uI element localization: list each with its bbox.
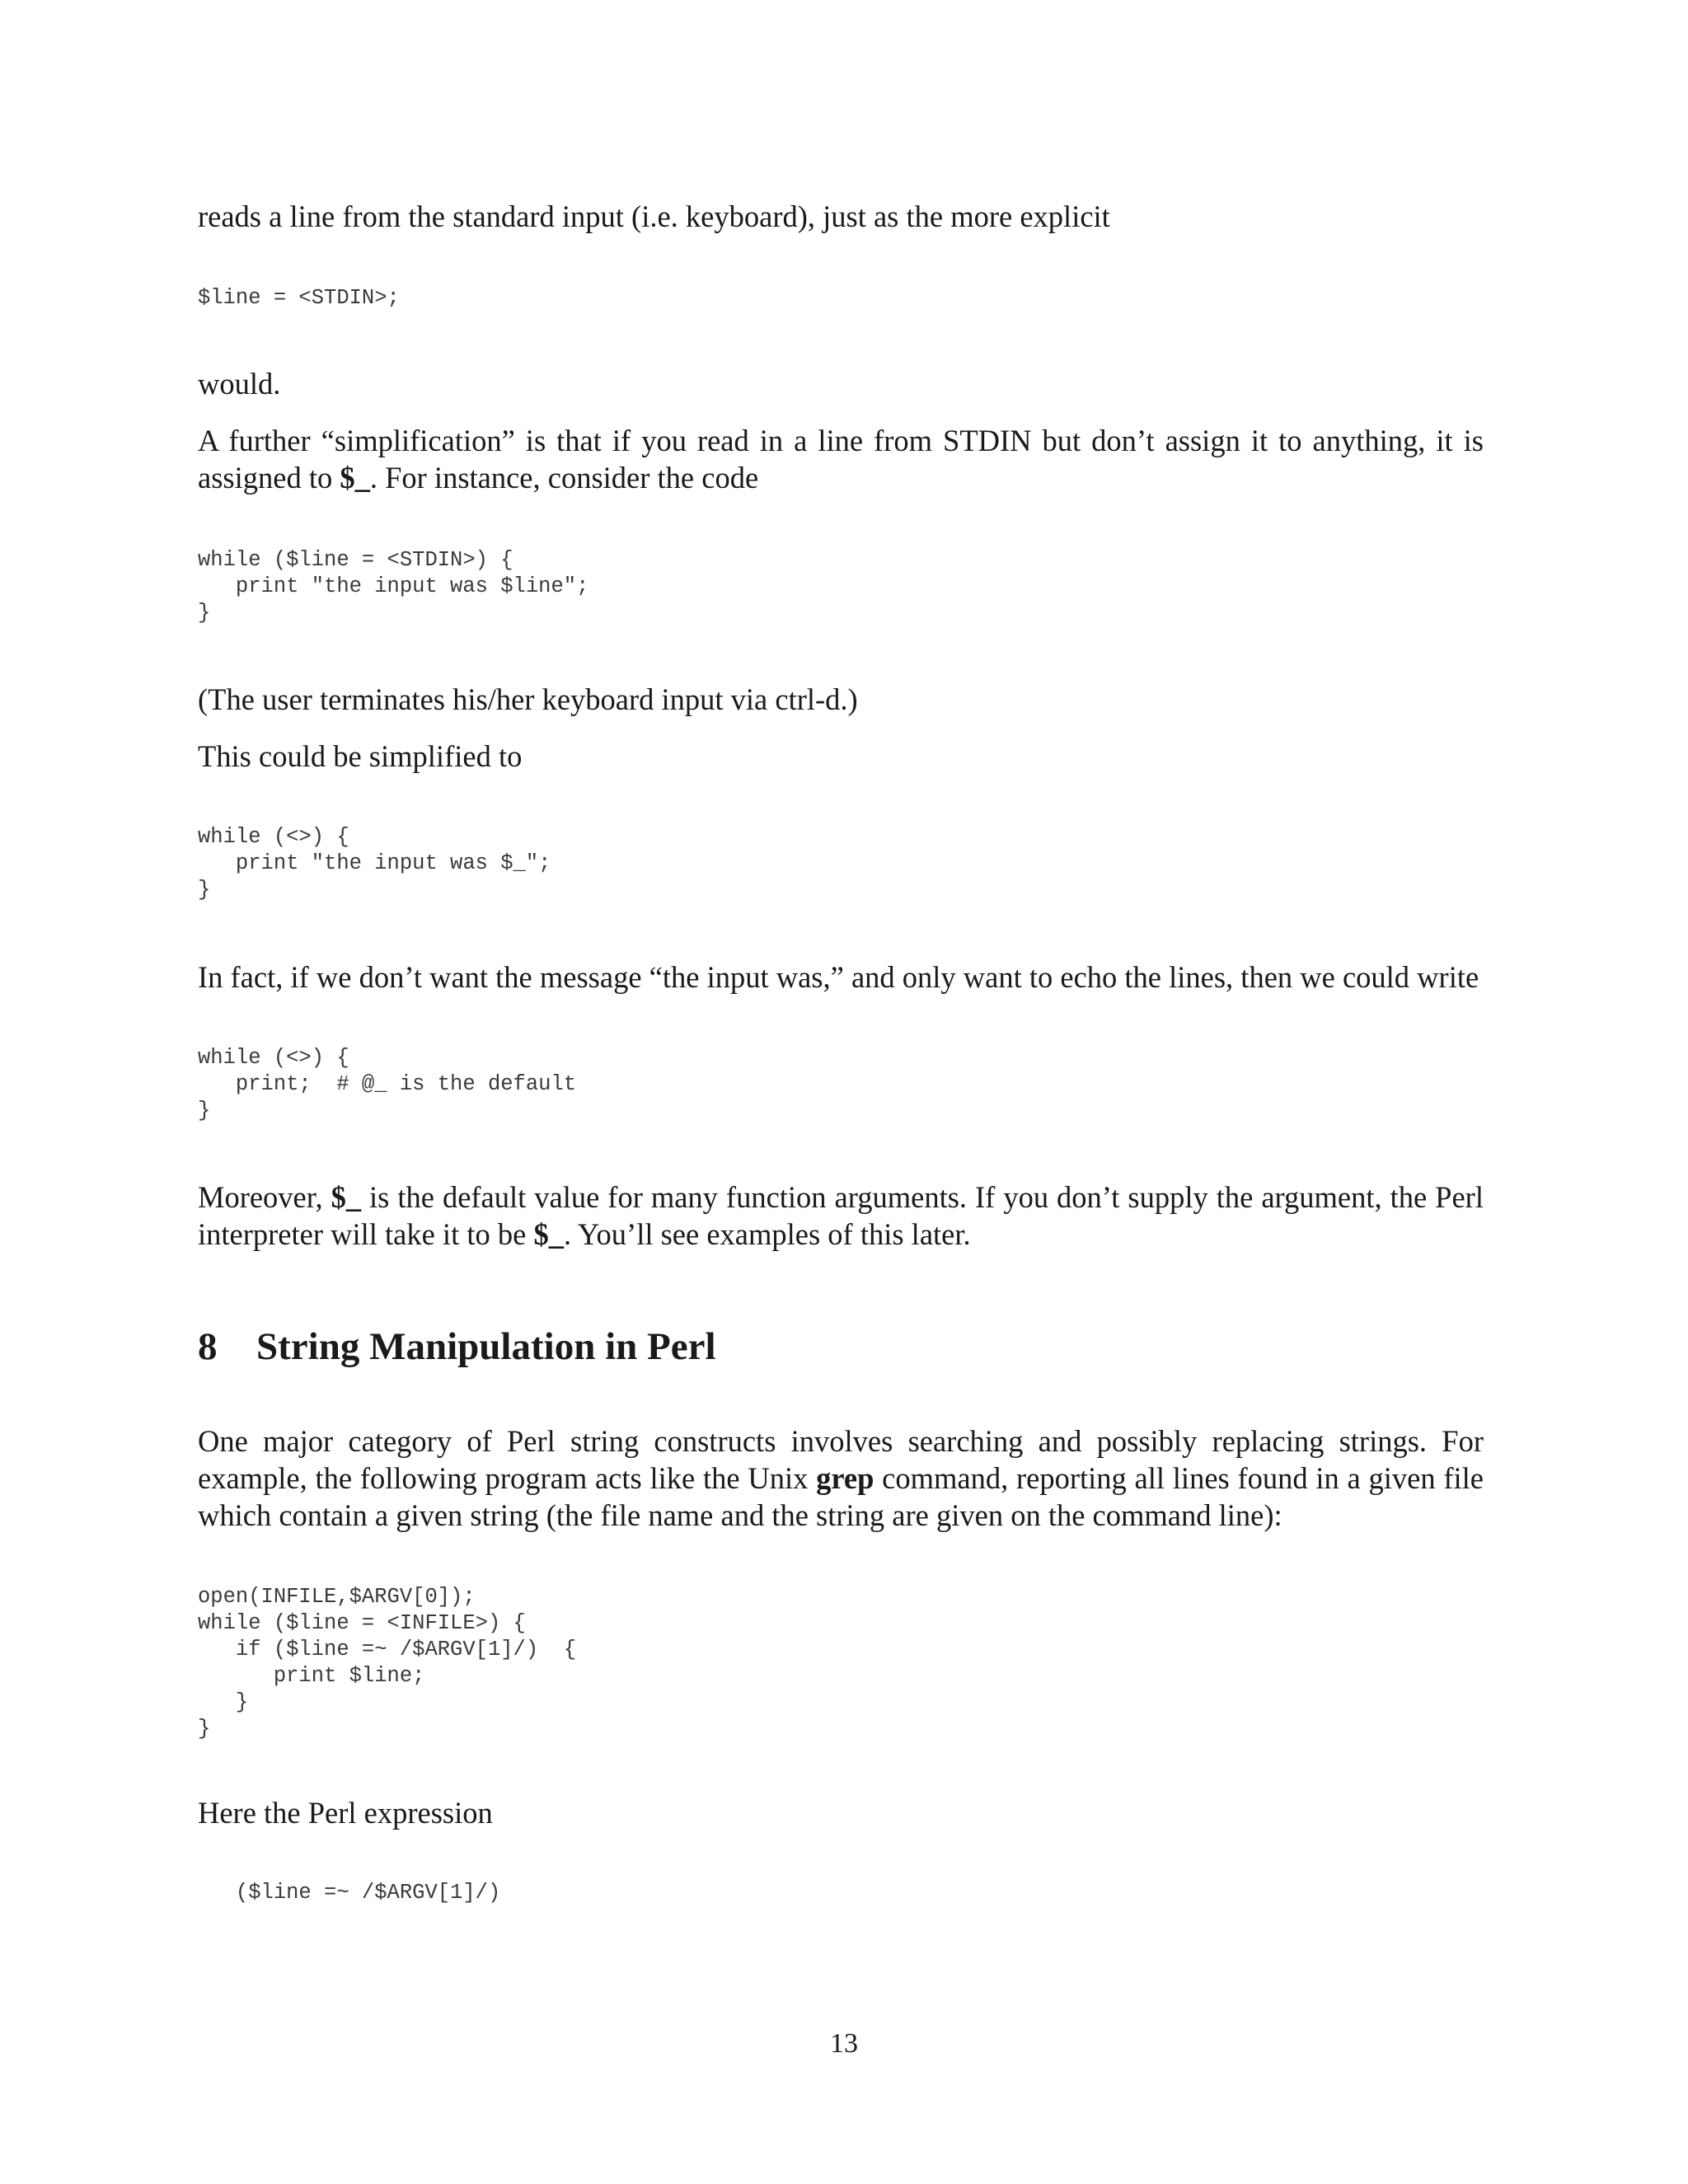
- section-heading: [198, 1324, 1484, 1370]
- perl-variable: $_: [340, 461, 370, 494]
- paragraph: [198, 198, 1484, 235]
- code-block: [198, 1045, 1484, 1124]
- section-number: 8: [198, 1325, 218, 1368]
- paragraph: [198, 738, 1484, 775]
- paragraph-text: [198, 422, 1484, 496]
- command-name: grep: [816, 1461, 874, 1495]
- paragraph: [198, 681, 1484, 718]
- perl-variable: $_: [331, 1180, 362, 1214]
- document-page: [198, 0, 1484, 2184]
- code-text: while ($line = <STDIN>) { print "the input was $line"; }: [198, 548, 589, 625]
- code-block: [198, 1584, 1484, 1742]
- paragraph: [198, 1179, 1484, 1253]
- code-block: [198, 285, 1484, 312]
- perl-variable: $_: [533, 1217, 564, 1251]
- paragraph-text: reads a line from the standard input (i.e. keyboard), just as the more explicit: [198, 199, 1110, 233]
- text-run: A further “simplification” is that if you read in a line from STDIN but don’t assign it to anything, it is assigned to: [198, 424, 1484, 494]
- paragraph-text: would.: [198, 367, 281, 401]
- paragraph: [198, 958, 1484, 996]
- paragraph-text: This could be simplified to: [198, 739, 523, 773]
- code-block: [198, 547, 1484, 626]
- paragraph: [198, 1422, 1484, 1534]
- text-run: . For instance, consider the code: [369, 461, 759, 494]
- code-text: open(INFILE,$ARGV[0]); while ($line = <INFILE>) { if ($line =~ /$ARGV[1]/) { print $line; } }: [198, 1585, 577, 1741]
- text-run: One major category of Perl string constructs involves searching and possibly replacing strings. For example, the following program acts like the Unix: [198, 1424, 1484, 1495]
- code-text: ($line =~ /$ARGV[1]/): [198, 1881, 501, 1905]
- paragraph: [198, 1794, 1484, 1831]
- text-run: . You’ll see examples of this later.: [563, 1217, 971, 1251]
- paragraph-text: Here the Perl expression: [198, 1796, 493, 1830]
- code-text: $line = <STDIN>;: [198, 286, 400, 310]
- code-text: while (<>) { print; # @_ is the default }: [198, 1046, 577, 1122]
- page-number: 13: [830, 2028, 858, 2059]
- paragraph: [198, 365, 1484, 402]
- paragraph-text: In fact, if we don’t want the message “the input was,” and only want to echo the lines, then we could write: [198, 960, 1479, 994]
- section-title: [198, 1324, 1484, 1370]
- section-title-text: String Manipulation in Perl: [256, 1325, 716, 1368]
- paragraph-text: [198, 1422, 1484, 1534]
- paragraph: [198, 422, 1484, 496]
- code-block: [198, 824, 1484, 903]
- paragraph-text: [198, 1179, 1484, 1253]
- paragraph-text: (The user terminates his/her keyboard input via ctrl-d.): [198, 682, 858, 716]
- text-run: is the default value for many function arguments. If you don’t supply the argument, the Perl interpreter will take it to be: [198, 1180, 1484, 1251]
- code-block: [198, 1880, 1484, 1906]
- text-run: Moreover,: [198, 1180, 331, 1214]
- text-run: command, reporting all lines found in a given file which contain a given string (the file name and the string are given on the command line):: [198, 1461, 1484, 1532]
- code-text: while (<>) { print "the input was $_"; }: [198, 825, 551, 902]
